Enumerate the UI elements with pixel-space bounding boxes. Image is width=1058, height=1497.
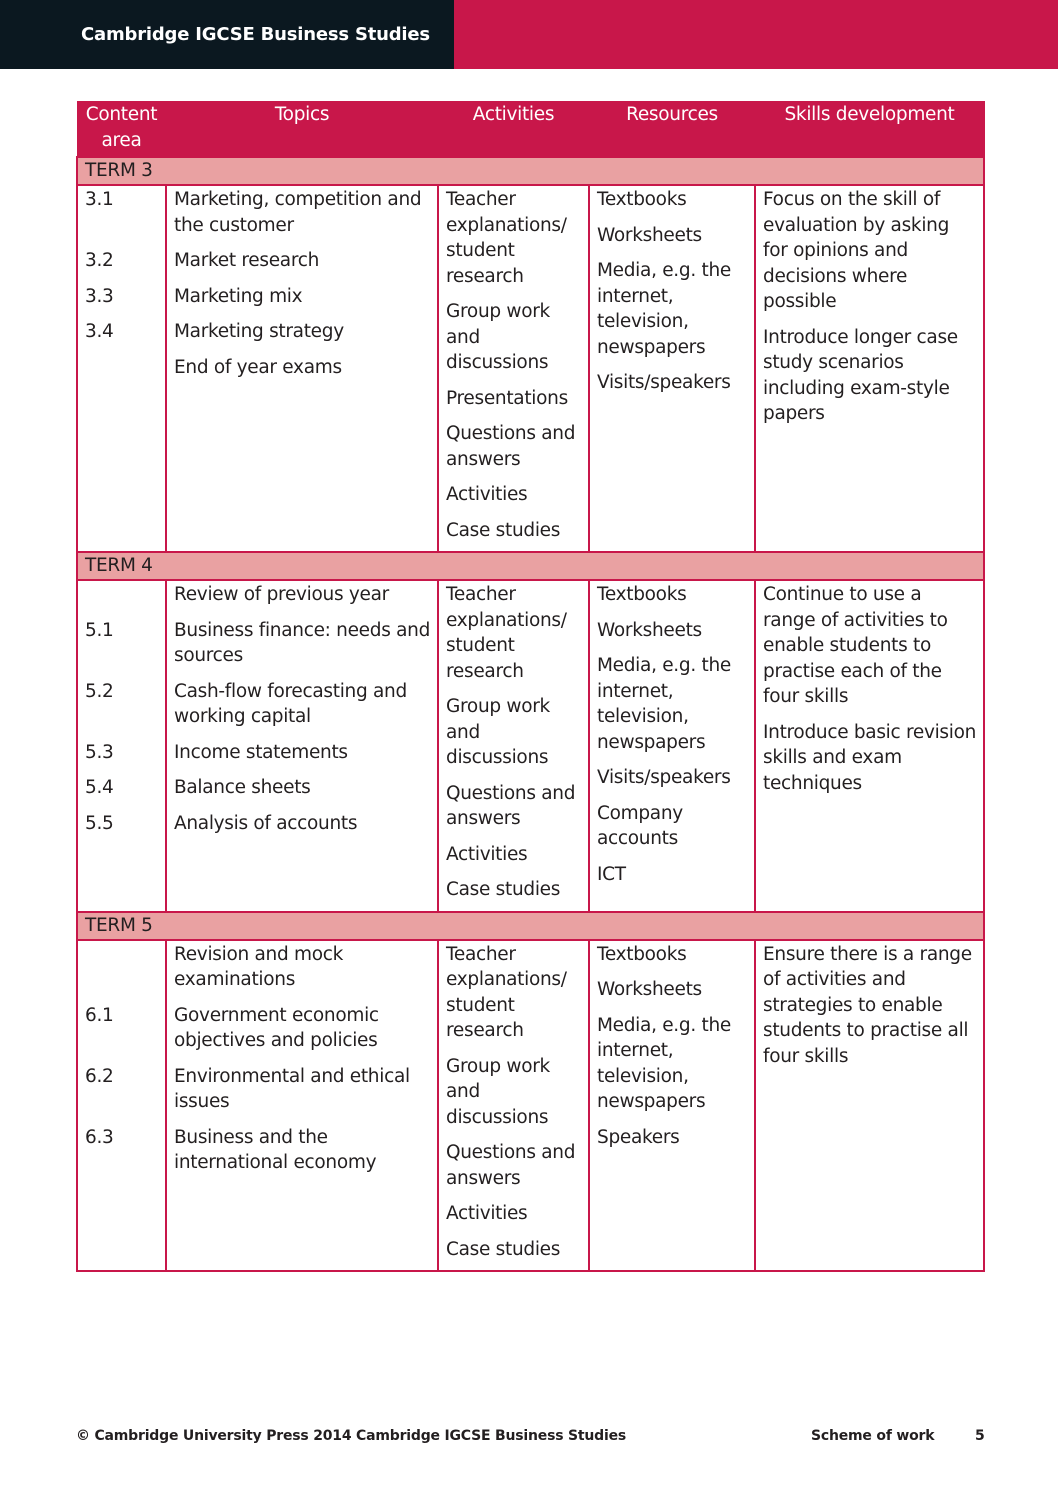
resource-item: Worksheets	[597, 979, 702, 1000]
header-accent-bar	[454, 0, 1058, 69]
activity-list	[446, 582, 583, 903]
content-area-item: 5.1	[85, 619, 114, 641]
activity-list	[446, 942, 583, 1263]
skill-item: Ensure there is a range of activities and strategies to enable students to practise all four skills	[763, 943, 972, 1067]
skill-cell	[755, 185, 984, 552]
term-row	[77, 552, 984, 580]
footer-copyright: © Cambridge University Press 2014 Cambridge IGCSE Business Studies	[76, 1428, 627, 1444]
content-area-item: 3.2	[85, 250, 114, 271]
content-area-item: 6.2	[85, 1065, 114, 1087]
resource-item: Textbooks	[597, 943, 687, 965]
content-area-item: 3.4	[85, 321, 114, 342]
activity-item: Presentations	[446, 387, 568, 409]
resource-item: ICT	[597, 863, 626, 885]
activity-item: Teacher explanations/ student research	[446, 584, 567, 682]
activity-item: Activities	[446, 843, 528, 865]
resource-item: Textbooks	[597, 584, 687, 605]
content-area-list	[85, 582, 160, 836]
resource-cell	[589, 580, 755, 912]
term-label: TERM 4	[77, 552, 984, 580]
page-number: 5	[975, 1428, 985, 1444]
page-header	[0, 0, 1058, 69]
topic-item: Marketing, competition and the customer	[174, 189, 422, 236]
resource-item: Visits/speakers	[597, 767, 731, 788]
activity-item: Activities	[446, 1203, 528, 1224]
resource-cell	[589, 940, 755, 1272]
content-area-list	[85, 942, 160, 1176]
topic-list	[174, 582, 432, 836]
activity-item: Case studies	[446, 519, 561, 541]
topic-item: Marketing strategy	[174, 321, 344, 342]
resource-item: Worksheets	[597, 224, 702, 246]
skill-list	[763, 187, 978, 427]
column-header-topics: Topics	[166, 102, 438, 158]
topic-list	[174, 942, 432, 1176]
topic-cell	[166, 185, 438, 552]
term-label: TERM 3	[77, 157, 984, 185]
table-body	[77, 157, 984, 1271]
topic-item: Analysis of accounts	[174, 812, 358, 834]
resource-list	[597, 187, 749, 396]
content-area-item: 3.1	[85, 189, 114, 210]
column-header-activities: Activities	[438, 102, 589, 158]
skill-list	[763, 582, 978, 796]
skill-item: Continue to use a range of activities to enable students to practise each of the four skills	[763, 584, 948, 707]
topic-cell	[166, 580, 438, 912]
topic-item: Government economic objectives and policies	[174, 1004, 379, 1051]
topic-item: Balance sheets	[174, 777, 311, 798]
content-area-cell	[77, 185, 166, 552]
activity-cell	[438, 185, 589, 552]
activity-item: Teacher explanations/ student research	[446, 189, 567, 287]
topic-item: Market research	[174, 250, 320, 271]
column-header-skills-development: Skills development	[755, 102, 984, 158]
topic-item: Business finance: needs and sources	[174, 619, 431, 666]
resource-item: Textbooks	[597, 189, 687, 210]
topic-cell	[166, 940, 438, 1272]
content-area-item: 5.3	[85, 741, 114, 763]
topic-item: Review of previous year	[174, 584, 389, 605]
topic-item: Business and the international economy	[174, 1126, 377, 1173]
term-row	[77, 912, 984, 940]
term-label: TERM 5	[77, 912, 984, 940]
activity-item: Group work and discussions	[446, 301, 550, 373]
topic-item: Environmental and ethical issues	[174, 1065, 410, 1112]
content-area-item: 3.3	[85, 285, 114, 307]
activity-cell	[438, 940, 589, 1272]
resource-item: Visits/speakers	[597, 372, 731, 393]
column-header-content-area: Content area	[77, 102, 166, 158]
term-content-row	[77, 185, 984, 552]
resource-item: Worksheets	[597, 619, 702, 641]
topic-list	[174, 187, 432, 380]
column-header-resources: Resources	[589, 102, 755, 158]
header-title: Cambridge IGCSE Business Studies	[0, 0, 454, 69]
activity-list	[446, 187, 583, 543]
content-area-item: 6.3	[85, 1126, 114, 1148]
activity-item: Questions and answers	[446, 782, 576, 829]
footer-section-name: Scheme of work	[811, 1428, 935, 1444]
resource-item: Media, e.g. the internet, television, newspapers	[597, 260, 731, 358]
resource-list	[597, 942, 749, 1151]
activity-item: Teacher explanations/ student research	[446, 943, 567, 1041]
topic-item: Revision and mock examinations	[174, 943, 344, 990]
resource-item: Company accounts	[597, 802, 683, 849]
content-area-cell	[77, 940, 166, 1272]
skill-cell	[755, 940, 984, 1272]
skill-item: Focus on the skill of evaluation by asking for opinions and decisions where possible	[763, 189, 950, 312]
content-area-item: 5.2	[85, 680, 114, 702]
activity-cell	[438, 580, 589, 912]
content-area-list	[85, 187, 160, 345]
topic-item: Marketing mix	[174, 285, 303, 307]
resource-list	[597, 582, 749, 887]
activity-item: Activities	[446, 484, 528, 505]
skill-item: Introduce longer case study scenarios including exam-style papers	[763, 326, 958, 424]
skill-list	[763, 942, 978, 1070]
topic-item: Income statements	[174, 741, 348, 763]
activity-item: Questions and answers	[446, 1142, 576, 1189]
term-row	[77, 157, 984, 185]
resource-item: Media, e.g. the internet, television, newspapers	[597, 655, 731, 753]
table-header-row	[77, 102, 984, 158]
resource-cell	[589, 185, 755, 552]
skill-cell	[755, 580, 984, 912]
topic-item: End of year exams	[174, 356, 342, 378]
activity-item: Case studies	[446, 879, 561, 900]
activity-item: Group work and discussions	[446, 1055, 550, 1128]
scheme-of-work-table	[76, 101, 985, 1272]
content-area-cell	[77, 580, 166, 912]
content-area-item: 5.4	[85, 777, 114, 798]
term-content-row	[77, 940, 984, 1272]
resource-item: Media, e.g. the internet, television, newspapers	[597, 1014, 731, 1112]
activity-item: Group work and discussions	[446, 696, 550, 768]
content-area-item: 5.5	[85, 812, 114, 834]
activity-item: Case studies	[446, 1238, 561, 1260]
term-content-row	[77, 580, 984, 912]
skill-item: Introduce basic revision skills and exam techniques	[763, 721, 977, 794]
activity-item: Questions and answers	[446, 423, 576, 470]
content-area-item: 6.1	[85, 1004, 114, 1026]
topic-item: Cash-flow forecasting and working capital	[174, 680, 407, 727]
resource-item: Speakers	[597, 1126, 680, 1148]
